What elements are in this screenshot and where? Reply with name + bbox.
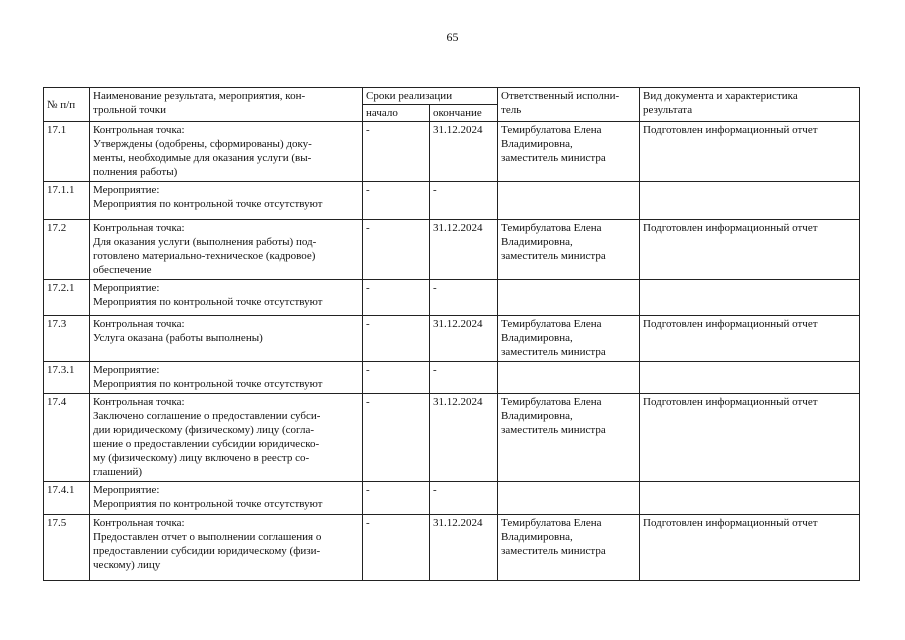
row-name-line: Мероприятие: [93, 282, 160, 294]
row-name-line: ческому) лицу [93, 559, 161, 571]
row-executor-line: Владимировна, [501, 531, 573, 543]
row-name-line: Предоставлен отчет о выполнении соглашения о [93, 531, 322, 543]
row-name-line: Контрольная точка: [93, 222, 185, 234]
row-executor-line: Темирбулатова Елена [501, 318, 602, 330]
row-number: 17.5 [44, 515, 90, 581]
row-name [90, 182, 363, 220]
row-executor-line: Темирбулатова Елена [501, 517, 602, 529]
row-executor [498, 280, 640, 316]
row-executor [498, 122, 640, 182]
row-end-date: - [430, 482, 498, 515]
row-start-date: - [363, 122, 430, 182]
row-name-line: Мероприятия по контрольной точке отсутствуют [93, 296, 323, 308]
row-number: 17.4.1 [44, 482, 90, 515]
row-name-line: глашений) [93, 466, 143, 478]
row-executor-line: заместитель министра [501, 545, 606, 557]
row-end-date: 31.12.2024 [430, 316, 498, 362]
table-row [44, 515, 860, 581]
row-start-date: - [363, 280, 430, 316]
row-start-date: - [363, 182, 430, 220]
row-name-line: Мероприятие: [93, 484, 160, 496]
row-name-line: готовлено материально-техническое (кадровое) [93, 250, 316, 262]
row-document-type: Подготовлен информационный отчет [640, 220, 860, 280]
row-number: 17.1 [44, 122, 90, 182]
header-num: № п/п [44, 88, 90, 122]
row-name [90, 280, 363, 316]
row-document-type [640, 280, 860, 316]
row-executor [498, 482, 640, 515]
row-name [90, 316, 363, 362]
row-executor [498, 394, 640, 482]
row-executor-line: заместитель министра [501, 250, 606, 262]
row-executor-line: Темирбулатова Елена [501, 396, 602, 408]
row-name-line: Мероприятия по контрольной точке отсутствуют [93, 498, 323, 510]
row-executor-line: заместитель министра [501, 152, 606, 164]
row-start-date: - [363, 362, 430, 394]
row-name-line: шение о предоставлении субсидии юридическо- [93, 438, 320, 450]
row-document-type: Подготовлен информационный отчет [640, 394, 860, 482]
row-name-line: Контрольная точка: [93, 517, 185, 529]
row-number: 17.2.1 [44, 280, 90, 316]
row-document-type [640, 182, 860, 220]
header-name-line: Наименование результата, мероприятия, кон- [93, 90, 306, 102]
table-row [44, 394, 860, 482]
table-row [44, 182, 860, 220]
row-end-date: 31.12.2024 [430, 122, 498, 182]
row-name-line: Услуга оказана (работы выполнены) [93, 332, 263, 344]
header-period: Сроки реализации [363, 88, 498, 105]
row-name-line: Для оказания услуги (выполнения работы) под- [93, 236, 317, 248]
row-executor-line: Владимировна, [501, 410, 573, 422]
row-executor-line: Владимировна, [501, 332, 573, 344]
row-name [90, 515, 363, 581]
table-row [44, 122, 860, 182]
row-name-line: Утверждены (одобрены, сформированы) доку- [93, 138, 312, 150]
plan-table [43, 87, 860, 581]
row-executor-line: Темирбулатова Елена [501, 222, 602, 234]
header-executor [498, 88, 640, 122]
row-name [90, 394, 363, 482]
row-executor [498, 182, 640, 220]
row-name-line: Заключено соглашение о предоставлении субси- [93, 410, 321, 422]
row-name-line: Мероприятие: [93, 364, 160, 376]
row-document-type: Подготовлен информационный отчет [640, 316, 860, 362]
row-start-date: - [363, 220, 430, 280]
row-name [90, 122, 363, 182]
table-row [44, 316, 860, 362]
table-row [44, 280, 860, 316]
row-name [90, 220, 363, 280]
row-name-line: Мероприятия по контрольной точке отсутствуют [93, 198, 323, 210]
row-name-line: дии юридическому (физическому) лицу (согла- [93, 424, 315, 436]
row-end-date: 31.12.2024 [430, 220, 498, 280]
header-doc-line: Вид документа и характеристика [643, 90, 798, 102]
table-row [44, 220, 860, 280]
row-start-date: - [363, 515, 430, 581]
row-number: 17.3 [44, 316, 90, 362]
row-executor [498, 316, 640, 362]
header-start: начало [363, 105, 430, 122]
table-row [44, 482, 860, 515]
row-executor [498, 515, 640, 581]
row-end-date: 31.12.2024 [430, 515, 498, 581]
row-name [90, 482, 363, 515]
row-number: 17.4 [44, 394, 90, 482]
table-row [44, 362, 860, 394]
row-name-line: Мероприятия по контрольной точке отсутствуют [93, 378, 323, 390]
row-name-line: предоставлении субсидии юридическому (физи- [93, 545, 321, 557]
row-end-date: 31.12.2024 [430, 394, 498, 482]
row-name-line: обеспечение [93, 264, 152, 276]
row-name-line: му (физическому) лицу включено в реестр со- [93, 452, 310, 464]
row-number: 17.2 [44, 220, 90, 280]
row-name-line: Контрольная точка: [93, 318, 185, 330]
header-doc-line: результата [643, 104, 693, 116]
row-end-date: - [430, 182, 498, 220]
row-start-date: - [363, 394, 430, 482]
row-executor-line: заместитель министра [501, 346, 606, 358]
header-name [90, 88, 363, 122]
row-name-line: Мероприятие: [93, 184, 160, 196]
row-number: 17.1.1 [44, 182, 90, 220]
header-name-line: трольной точки [93, 104, 166, 116]
row-document-type [640, 482, 860, 515]
row-executor-line: Владимировна, [501, 138, 573, 150]
header-executor-line: тель [501, 104, 522, 116]
row-name-line: Контрольная точка: [93, 124, 185, 136]
row-executor-line: заместитель министра [501, 424, 606, 436]
row-name-line: менты, необходимые для оказания услуги (вы- [93, 152, 312, 164]
row-executor-line: Темирбулатова Елена [501, 124, 602, 136]
row-executor [498, 220, 640, 280]
row-name-line: Контрольная точка: [93, 396, 185, 408]
row-document-type: Подготовлен информационный отчет [640, 122, 860, 182]
row-name-line: полнения работы) [93, 166, 178, 178]
row-document-type [640, 362, 860, 394]
row-number: 17.3.1 [44, 362, 90, 394]
header-end: окончание [430, 105, 498, 122]
row-end-date: - [430, 280, 498, 316]
page-number: 65 [446, 30, 459, 44]
row-document-type: Подготовлен информационный отчет [640, 515, 860, 581]
row-start-date: - [363, 482, 430, 515]
table-body [44, 122, 860, 581]
header-doc [640, 88, 860, 122]
row-executor [498, 362, 640, 394]
row-name [90, 362, 363, 394]
row-start-date: - [363, 316, 430, 362]
row-end-date: - [430, 362, 498, 394]
header-executor-line: Ответственный исполни- [501, 90, 620, 102]
row-executor-line: Владимировна, [501, 236, 573, 248]
